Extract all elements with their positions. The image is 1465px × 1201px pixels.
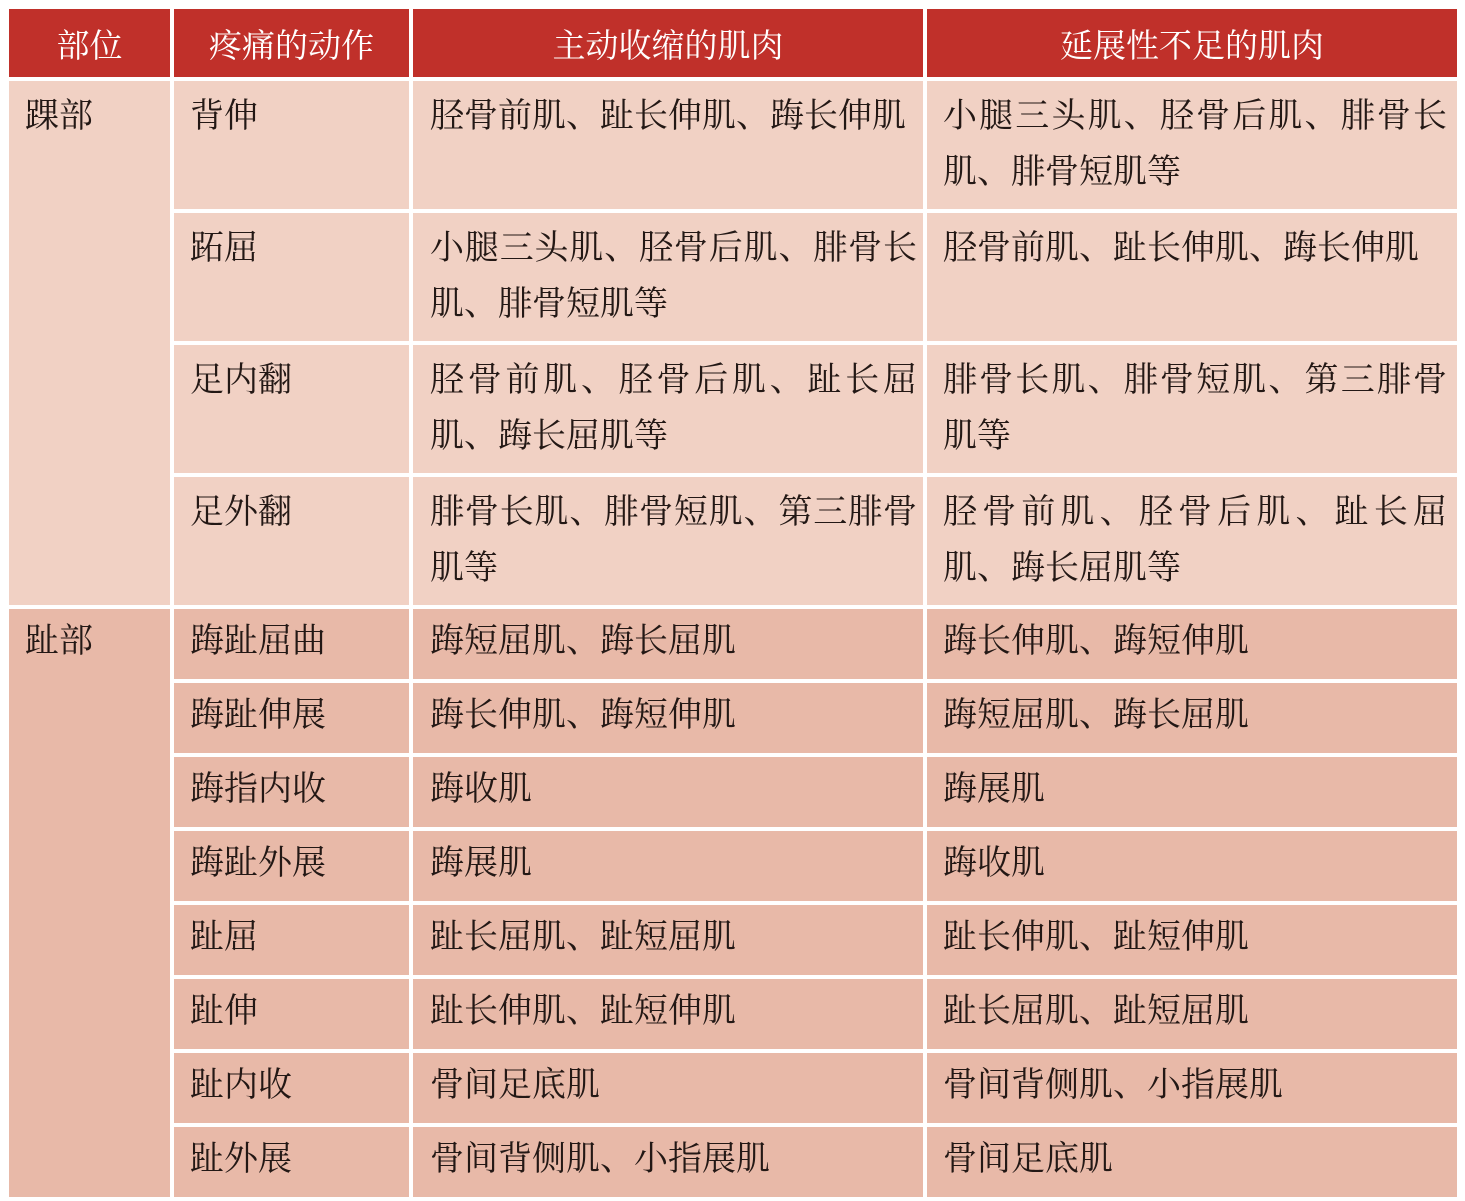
insufficient-muscles-cell: 胫骨前肌、趾长伸肌、踇长伸肌 (927, 213, 1457, 341)
active-muscles-cell: 骨间足底肌 (413, 1053, 923, 1123)
insufficient-muscles-cell: 腓骨长肌、腓骨短肌、第三腓骨肌等 (927, 345, 1457, 473)
header-row (9, 9, 1457, 77)
action-cell: 足内翻 (174, 345, 409, 473)
action-cell: 趾屈 (174, 905, 409, 975)
action-cell: 踇趾外展 (174, 831, 409, 901)
action-cell: 踇趾屈曲 (174, 609, 409, 679)
action-cell: 趾伸 (174, 979, 409, 1049)
active-muscles-cell: 趾长屈肌、趾短屈肌 (413, 905, 923, 975)
table-row (9, 477, 1457, 605)
region-cell-toe: 趾部 (9, 609, 170, 1197)
insufficient-muscles-cell: 趾长屈肌、趾短屈肌 (927, 979, 1457, 1049)
insufficient-muscles-cell: 小腿三头肌、胫骨后肌、腓骨长肌、腓骨短肌等 (927, 81, 1457, 209)
action-cell: 趾内收 (174, 1053, 409, 1123)
active-muscles-cell: 趾长伸肌、趾短伸肌 (413, 979, 923, 1049)
action-cell: 踇趾伸展 (174, 683, 409, 753)
action-cell: 趾外展 (174, 1127, 409, 1197)
table-row (9, 831, 1457, 901)
active-muscles-cell: 踇收肌 (413, 757, 923, 827)
active-muscles-cell: 踇展肌 (413, 831, 923, 901)
muscle-table-container (9, 9, 1457, 1197)
action-cell: 踇指内收 (174, 757, 409, 827)
insufficient-muscles-cell: 骨间背侧肌、小指展肌 (927, 1053, 1457, 1123)
ankle-group (9, 81, 1457, 605)
table-row (9, 609, 1457, 679)
insufficient-muscles-cell: 踇短屈肌、踇长屈肌 (927, 683, 1457, 753)
active-muscles-cell: 小腿三头肌、胫骨后肌、腓骨长肌、腓骨短肌等 (413, 213, 923, 341)
table-row (9, 81, 1457, 209)
toe-group (9, 609, 1457, 1197)
active-muscles-cell: 骨间背侧肌、小指展肌 (413, 1127, 923, 1197)
header-action: 疼痛的动作 (174, 9, 409, 77)
header-insufficient-muscles: 延展性不足的肌肉 (927, 9, 1457, 77)
active-muscles-cell: 胫骨前肌、胫骨后肌、趾长屈肌、踇长屈肌等 (413, 345, 923, 473)
region-cell-ankle: 踝部 (9, 81, 170, 605)
action-cell: 跖屈 (174, 213, 409, 341)
insufficient-muscles-cell: 踇长伸肌、踇短伸肌 (927, 609, 1457, 679)
active-muscles-cell: 踇短屈肌、踇长屈肌 (413, 609, 923, 679)
header-active-muscles: 主动收缩的肌肉 (413, 9, 923, 77)
insufficient-muscles-cell: 胫骨前肌、胫骨后肌、趾长屈肌、踇长屈肌等 (927, 477, 1457, 605)
insufficient-muscles-cell: 踇收肌 (927, 831, 1457, 901)
table-row (9, 213, 1457, 341)
action-cell: 背伸 (174, 81, 409, 209)
insufficient-muscles-cell: 骨间足底肌 (927, 1127, 1457, 1197)
header-region: 部位 (9, 9, 170, 77)
active-muscles-cell: 胫骨前肌、趾长伸肌、踇长伸肌 (413, 81, 923, 209)
table-row (9, 345, 1457, 473)
table-row (9, 979, 1457, 1049)
table-row (9, 1053, 1457, 1123)
muscle-table (5, 5, 1461, 1201)
table-row (9, 1127, 1457, 1197)
active-muscles-cell: 腓骨长肌、腓骨短肌、第三腓骨肌等 (413, 477, 923, 605)
action-cell: 足外翻 (174, 477, 409, 605)
insufficient-muscles-cell: 趾长伸肌、趾短伸肌 (927, 905, 1457, 975)
table-row (9, 905, 1457, 975)
table-row (9, 683, 1457, 753)
insufficient-muscles-cell: 踇展肌 (927, 757, 1457, 827)
table-row (9, 757, 1457, 827)
active-muscles-cell: 踇长伸肌、踇短伸肌 (413, 683, 923, 753)
